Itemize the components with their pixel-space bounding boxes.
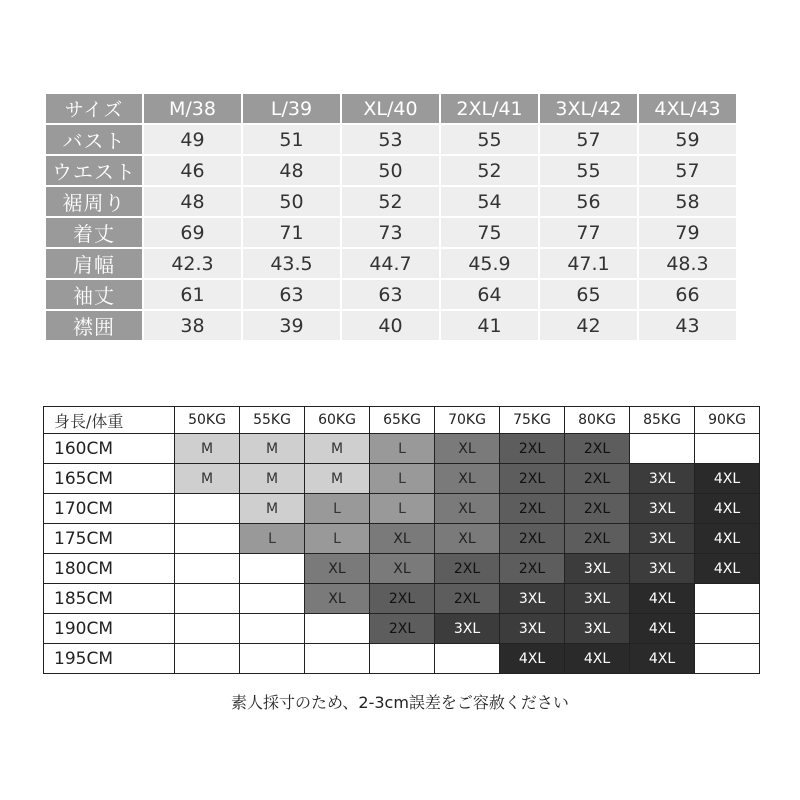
- fit-empty-cell: [175, 554, 240, 584]
- measurement-label: 着丈: [46, 218, 142, 249]
- height-row-header: 175CM: [44, 524, 175, 554]
- fit-size-cell: 4XL: [695, 554, 760, 584]
- fit-size-cell: 3XL: [630, 464, 695, 494]
- measurement-value: 46: [144, 156, 241, 187]
- measurement-value: 63: [243, 280, 340, 311]
- fit-empty-cell: [435, 644, 500, 674]
- fit-row: [44, 644, 760, 674]
- fit-size-cell: 2XL: [565, 524, 630, 554]
- height-row-header: 195CM: [44, 644, 175, 674]
- measurement-value: 49: [144, 125, 241, 156]
- fit-empty-cell: [240, 554, 305, 584]
- fit-row: [44, 524, 760, 554]
- measurement-value: 79: [639, 218, 736, 249]
- measurement-value: 48.3: [639, 249, 736, 280]
- measurement-label: ウエスト: [46, 156, 142, 187]
- fit-size-cell: 4XL: [500, 644, 565, 674]
- size-column-header: L/39: [243, 94, 340, 125]
- measurement-value: 73: [342, 218, 439, 249]
- fit-empty-cell: [305, 644, 370, 674]
- fit-size-cell: M: [175, 434, 240, 464]
- fit-empty-cell: [240, 584, 305, 614]
- fit-size-cell: L: [305, 524, 370, 554]
- measurement-label: バスト: [46, 125, 142, 156]
- size-row: [46, 218, 736, 249]
- size-column-header: 3XL/42: [540, 94, 637, 125]
- fit-size-cell: 3XL: [565, 614, 630, 644]
- measurement-value: 52: [441, 156, 538, 187]
- size-column-header: 4XL/43: [639, 94, 736, 125]
- measurement-value: 52: [342, 187, 439, 218]
- fit-size-cell: 3XL: [435, 614, 500, 644]
- fit-size-cell: 3XL: [565, 554, 630, 584]
- fit-size-cell: L: [370, 464, 435, 494]
- measurement-value: 48: [144, 187, 241, 218]
- fit-size-cell: XL: [435, 464, 500, 494]
- measurement-value: 56: [540, 187, 637, 218]
- fit-size-cell: 4XL: [630, 584, 695, 614]
- fit-size-cell: XL: [305, 554, 370, 584]
- size-table: [44, 94, 738, 342]
- size-column-header: 2XL/41: [441, 94, 538, 125]
- fit-size-cell: 4XL: [695, 524, 760, 554]
- measurement-value: 53: [342, 125, 439, 156]
- fit-empty-cell: [175, 584, 240, 614]
- fit-size-cell: M: [240, 494, 305, 524]
- fit-size-cell: 4XL: [630, 644, 695, 674]
- fit-size-cell: 2XL: [500, 494, 565, 524]
- weight-column-header: 50KG: [175, 407, 240, 434]
- measurement-value: 59: [639, 125, 736, 156]
- size-header-label: サイズ: [46, 94, 142, 125]
- fit-size-cell: XL: [435, 524, 500, 554]
- fit-row: [44, 434, 760, 464]
- fit-empty-cell: [175, 614, 240, 644]
- fit-empty-cell: [695, 434, 760, 464]
- height-row-header: 190CM: [44, 614, 175, 644]
- measurement-value: 58: [639, 187, 736, 218]
- fit-size-cell: M: [240, 434, 305, 464]
- measurement-value: 69: [144, 218, 241, 249]
- fit-size-cell: 3XL: [630, 554, 695, 584]
- fit-size-cell: 2XL: [565, 494, 630, 524]
- height-row-header: 160CM: [44, 434, 175, 464]
- weight-column-header: 75KG: [500, 407, 565, 434]
- measurement-value: 71: [243, 218, 340, 249]
- measurement-value: 75: [441, 218, 538, 249]
- fit-row: [44, 614, 760, 644]
- fit-header-row: [44, 407, 760, 434]
- measurement-value: 77: [540, 218, 637, 249]
- fit-empty-cell: [175, 494, 240, 524]
- measurement-value: 66: [639, 280, 736, 311]
- measurement-note: 素人採寸のため、2-3cm誤差をご容赦ください: [231, 693, 569, 712]
- weight-column-header: 65KG: [370, 407, 435, 434]
- measurement-value: 39: [243, 311, 340, 342]
- fit-empty-cell: [695, 584, 760, 614]
- fit-size-cell: 4XL: [630, 614, 695, 644]
- measurement-value: 51: [243, 125, 340, 156]
- size-column-header: M/38: [144, 94, 241, 125]
- measurement-value: 45.9: [441, 249, 538, 280]
- height-row-header: 170CM: [44, 494, 175, 524]
- measurement-value: 55: [441, 125, 538, 156]
- size-column-header: XL/40: [342, 94, 439, 125]
- measurement-value: 41: [441, 311, 538, 342]
- fit-row: [44, 464, 760, 494]
- weight-column-header: 55KG: [240, 407, 305, 434]
- fit-size-cell: 2XL: [500, 554, 565, 584]
- weight-column-header: 80KG: [565, 407, 630, 434]
- measurement-value: 42: [540, 311, 637, 342]
- fit-size-cell: L: [240, 524, 305, 554]
- fit-corner-label: 身長/体重: [44, 407, 175, 434]
- fit-empty-cell: [305, 614, 370, 644]
- fit-size-cell: XL: [435, 494, 500, 524]
- size-row: [46, 187, 736, 218]
- fit-size-cell: M: [305, 464, 370, 494]
- fit-size-cell: 2XL: [435, 554, 500, 584]
- fit-size-cell: 3XL: [630, 494, 695, 524]
- fit-size-cell: L: [370, 434, 435, 464]
- size-row: [46, 280, 736, 311]
- fit-size-cell: M: [240, 464, 305, 494]
- measurement-value: 57: [540, 125, 637, 156]
- fit-size-cell: 3XL: [500, 584, 565, 614]
- measurement-value: 47.1: [540, 249, 637, 280]
- fit-size-cell: 2XL: [435, 584, 500, 614]
- fit-size-cell: L: [370, 494, 435, 524]
- fit-size-cell: M: [175, 464, 240, 494]
- fit-empty-cell: [630, 434, 695, 464]
- measurement-value: 64: [441, 280, 538, 311]
- size-row: [46, 249, 736, 280]
- fit-size-cell: 2XL: [565, 464, 630, 494]
- fit-size-cell: 2XL: [370, 614, 435, 644]
- measurement-value: 48: [243, 156, 340, 187]
- fit-size-cell: L: [305, 494, 370, 524]
- fit-empty-cell: [695, 644, 760, 674]
- fit-size-cell: XL: [305, 584, 370, 614]
- measurement-value: 50: [243, 187, 340, 218]
- fit-empty-cell: [175, 524, 240, 554]
- measurement-label: 袖丈: [46, 280, 142, 311]
- fit-size-cell: 2XL: [565, 434, 630, 464]
- fit-empty-cell: [695, 614, 760, 644]
- fit-size-cell: 3XL: [565, 584, 630, 614]
- measurement-value: 44.7: [342, 249, 439, 280]
- height-row-header: 180CM: [44, 554, 175, 584]
- fit-size-cell: 2XL: [500, 434, 565, 464]
- fit-size-cell: XL: [435, 434, 500, 464]
- measurement-value: 42.3: [144, 249, 241, 280]
- fit-empty-cell: [175, 644, 240, 674]
- measurement-value: 61: [144, 280, 241, 311]
- height-row-header: 185CM: [44, 584, 175, 614]
- fit-empty-cell: [240, 644, 305, 674]
- measurement-value: 65: [540, 280, 637, 311]
- measurement-label: 襟囲: [46, 311, 142, 342]
- measurement-value: 57: [639, 156, 736, 187]
- size-row: [46, 156, 736, 187]
- fit-size-cell: M: [305, 434, 370, 464]
- measurement-value: 55: [540, 156, 637, 187]
- fit-size-cell: XL: [370, 554, 435, 584]
- fit-size-cell: XL: [370, 524, 435, 554]
- measurement-value: 63: [342, 280, 439, 311]
- measurement-value: 38: [144, 311, 241, 342]
- measurement-value: 54: [441, 187, 538, 218]
- fit-row: [44, 494, 760, 524]
- fit-size-cell: 4XL: [695, 494, 760, 524]
- fit-size-cell: 4XL: [565, 644, 630, 674]
- size-row: [46, 125, 736, 156]
- fit-chart: [43, 406, 760, 674]
- measurement-value: 40: [342, 311, 439, 342]
- measurement-value: 43: [639, 311, 736, 342]
- height-row-header: 165CM: [44, 464, 175, 494]
- fit-size-cell: 3XL: [500, 614, 565, 644]
- fit-size-cell: 2XL: [500, 464, 565, 494]
- measurement-label: 裾周り: [46, 187, 142, 218]
- fit-size-cell: 4XL: [695, 464, 760, 494]
- fit-size-cell: 3XL: [630, 524, 695, 554]
- fit-size-cell: 2XL: [370, 584, 435, 614]
- measurement-label: 肩幅: [46, 249, 142, 280]
- weight-column-header: 60KG: [305, 407, 370, 434]
- fit-row: [44, 584, 760, 614]
- fit-empty-cell: [240, 614, 305, 644]
- weight-column-header: 70KG: [435, 407, 500, 434]
- weight-column-header: 90KG: [695, 407, 760, 434]
- weight-column-header: 85KG: [630, 407, 695, 434]
- fit-row: [44, 554, 760, 584]
- measurement-value: 43.5: [243, 249, 340, 280]
- fit-empty-cell: [370, 644, 435, 674]
- measurement-value: 50: [342, 156, 439, 187]
- size-header-row: [46, 94, 736, 125]
- fit-size-cell: 2XL: [500, 524, 565, 554]
- size-row: [46, 311, 736, 342]
